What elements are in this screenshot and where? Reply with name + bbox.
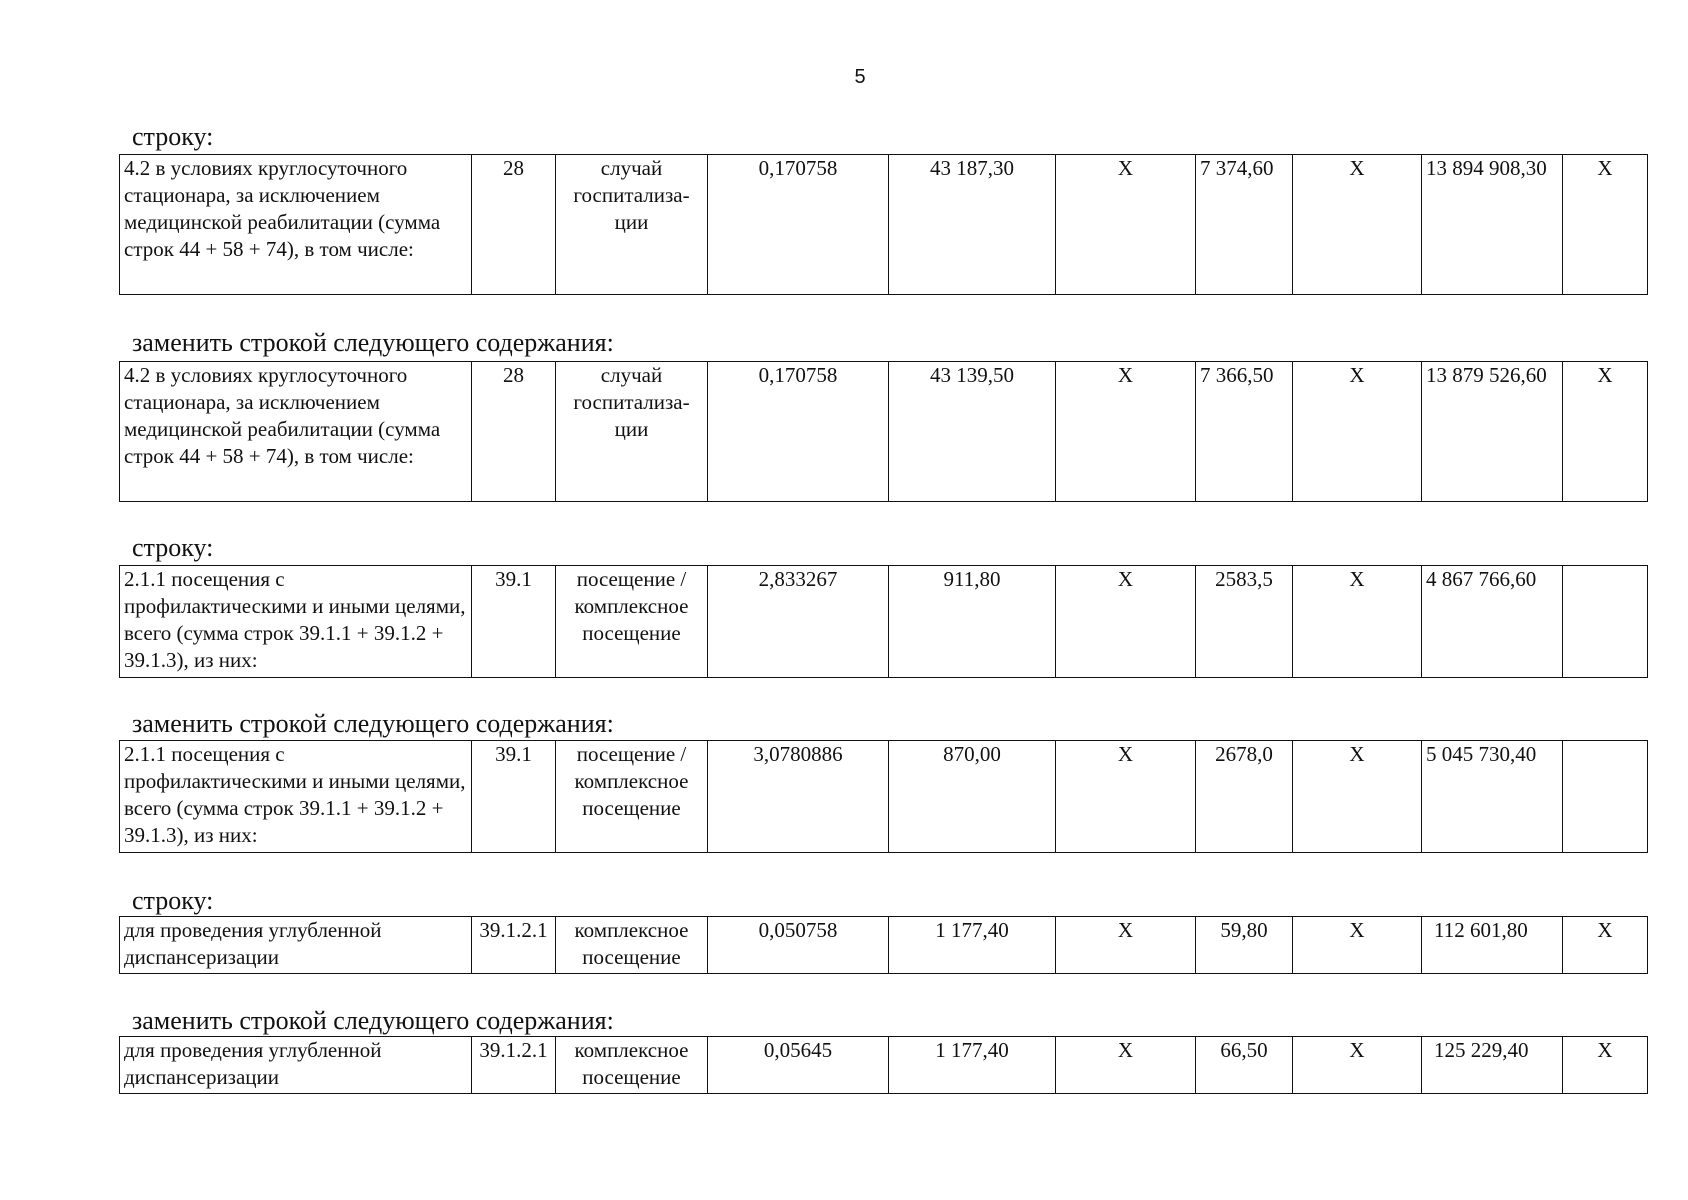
cell-unit: случай госпитализа-ции <box>556 362 708 502</box>
cell-unit: комплексное посещение <box>556 917 708 974</box>
cell-per-capita: 2583,5 <box>1196 566 1293 678</box>
table-row <box>120 155 1648 295</box>
section-caption: заменить строкой следующего содержания: <box>132 1006 614 1035</box>
cell-x-mark: Х <box>1293 917 1422 974</box>
cell-name: 2.1.1 посещения с профилактическими и иными целями, всего (сумма строк 39.1.1 + 39.1.2 + 39.1.3), из них: <box>120 741 472 853</box>
cell-x-mark: Х <box>1056 917 1196 974</box>
cell-total-sum: 4 867 766,60 <box>1422 566 1563 678</box>
cell-cost: 1 177,40 <box>889 1037 1056 1094</box>
cell-x-mark: Х <box>1056 741 1196 853</box>
cell-x-mark: Х <box>1563 917 1648 974</box>
table-row-4-2-new <box>119 361 1648 502</box>
cell-norm: 0,170758 <box>708 155 889 295</box>
cell-norm: 3,0780886 <box>708 741 889 853</box>
cell-norm: 0,170758 <box>708 362 889 502</box>
table-row <box>120 362 1648 502</box>
cell-name: для проведения углубленной диспансеризации <box>120 1037 472 1094</box>
page-number: 5 <box>854 66 866 88</box>
table-row-39-1-2-1-old <box>119 916 1648 974</box>
cell-per-capita: 2678,0 <box>1196 741 1293 853</box>
cell-x-mark <box>1563 741 1648 853</box>
cell-name: для проведения углубленной диспансеризации <box>120 917 472 974</box>
section-caption: заменить строкой следующего содержания: <box>132 328 614 357</box>
cell-name: 4.2 в условиях круглосуточного стационара, за исключением медицинской реабилитации (сумма строк 44 + 58 + 74), в том числе: <box>120 362 472 502</box>
cell-cost: 43 187,30 <box>889 155 1056 295</box>
cell-row-number: 28 <box>472 362 556 502</box>
table-row <box>120 566 1648 678</box>
cell-total-sum: 125 229,40 <box>1422 1037 1563 1094</box>
cell-norm: 0,05645 <box>708 1037 889 1094</box>
cell-per-capita: 7 366,50 <box>1196 362 1293 502</box>
cell-cost: 43 139,50 <box>889 362 1056 502</box>
cell-x-mark: Х <box>1056 566 1196 678</box>
cell-x-mark: Х <box>1293 155 1422 295</box>
cell-per-capita: 7 374,60 <box>1196 155 1293 295</box>
table-row <box>120 917 1648 974</box>
cell-norm: 2,833267 <box>708 566 889 678</box>
cell-row-number: 39.1 <box>472 741 556 853</box>
cell-per-capita: 59,80 <box>1196 917 1293 974</box>
section-caption: заменить строкой следующего содержания: <box>132 709 614 738</box>
cell-row-number: 39.1.2.1 <box>472 917 556 974</box>
cell-name: 2.1.1 посещения с профилактическими и иными целями, всего (сумма строк 39.1.1 + 39.1.2 + 39.1.3), из них: <box>120 566 472 678</box>
cell-x-mark: Х <box>1563 1037 1648 1094</box>
cell-x-mark: Х <box>1056 155 1196 295</box>
table-row-4-2-old <box>119 154 1648 295</box>
table-row-2-1-1-new <box>119 740 1648 853</box>
cell-cost: 1 177,40 <box>889 917 1056 974</box>
cell-x-mark: Х <box>1563 362 1648 502</box>
cell-cost: 870,00 <box>889 741 1056 853</box>
cell-total-sum: 13 879 526,60 <box>1422 362 1563 502</box>
section-caption: строку: <box>132 122 214 151</box>
cell-total-sum: 13 894 908,30 <box>1422 155 1563 295</box>
cell-unit: посещение / комплексное посещение <box>556 741 708 853</box>
cell-row-number: 39.1 <box>472 566 556 678</box>
cell-x-mark: Х <box>1293 362 1422 502</box>
cell-row-number: 28 <box>472 155 556 295</box>
cell-total-sum: 5 045 730,40 <box>1422 741 1563 853</box>
cell-x-mark: Х <box>1056 362 1196 502</box>
table-row <box>120 741 1648 853</box>
cell-x-mark: Х <box>1293 1037 1422 1094</box>
cell-unit: посещение / комплексное посещение <box>556 566 708 678</box>
cell-x-mark: Х <box>1293 741 1422 853</box>
cell-x-mark: Х <box>1563 155 1648 295</box>
cell-x-mark: Х <box>1293 566 1422 678</box>
cell-unit: комплексное посещение <box>556 1037 708 1094</box>
cell-name: 4.2 в условиях круглосуточного стационара, за исключением медицинской реабилитации (сумма строк 44 + 58 + 74), в том числе: <box>120 155 472 295</box>
cell-per-capita: 66,50 <box>1196 1037 1293 1094</box>
section-caption: строку: <box>132 886 214 915</box>
table-row-2-1-1-old <box>119 565 1648 678</box>
cell-norm: 0,050758 <box>708 917 889 974</box>
cell-total-sum: 112 601,80 <box>1422 917 1563 974</box>
cell-row-number: 39.1.2.1 <box>472 1037 556 1094</box>
cell-x-mark: Х <box>1056 1037 1196 1094</box>
table-row <box>120 1037 1648 1094</box>
cell-cost: 911,80 <box>889 566 1056 678</box>
cell-unit: случай госпитализа-ции <box>556 155 708 295</box>
section-caption: строку: <box>132 533 214 562</box>
cell-x-mark <box>1563 566 1648 678</box>
table-row-39-1-2-1-new <box>119 1036 1648 1094</box>
